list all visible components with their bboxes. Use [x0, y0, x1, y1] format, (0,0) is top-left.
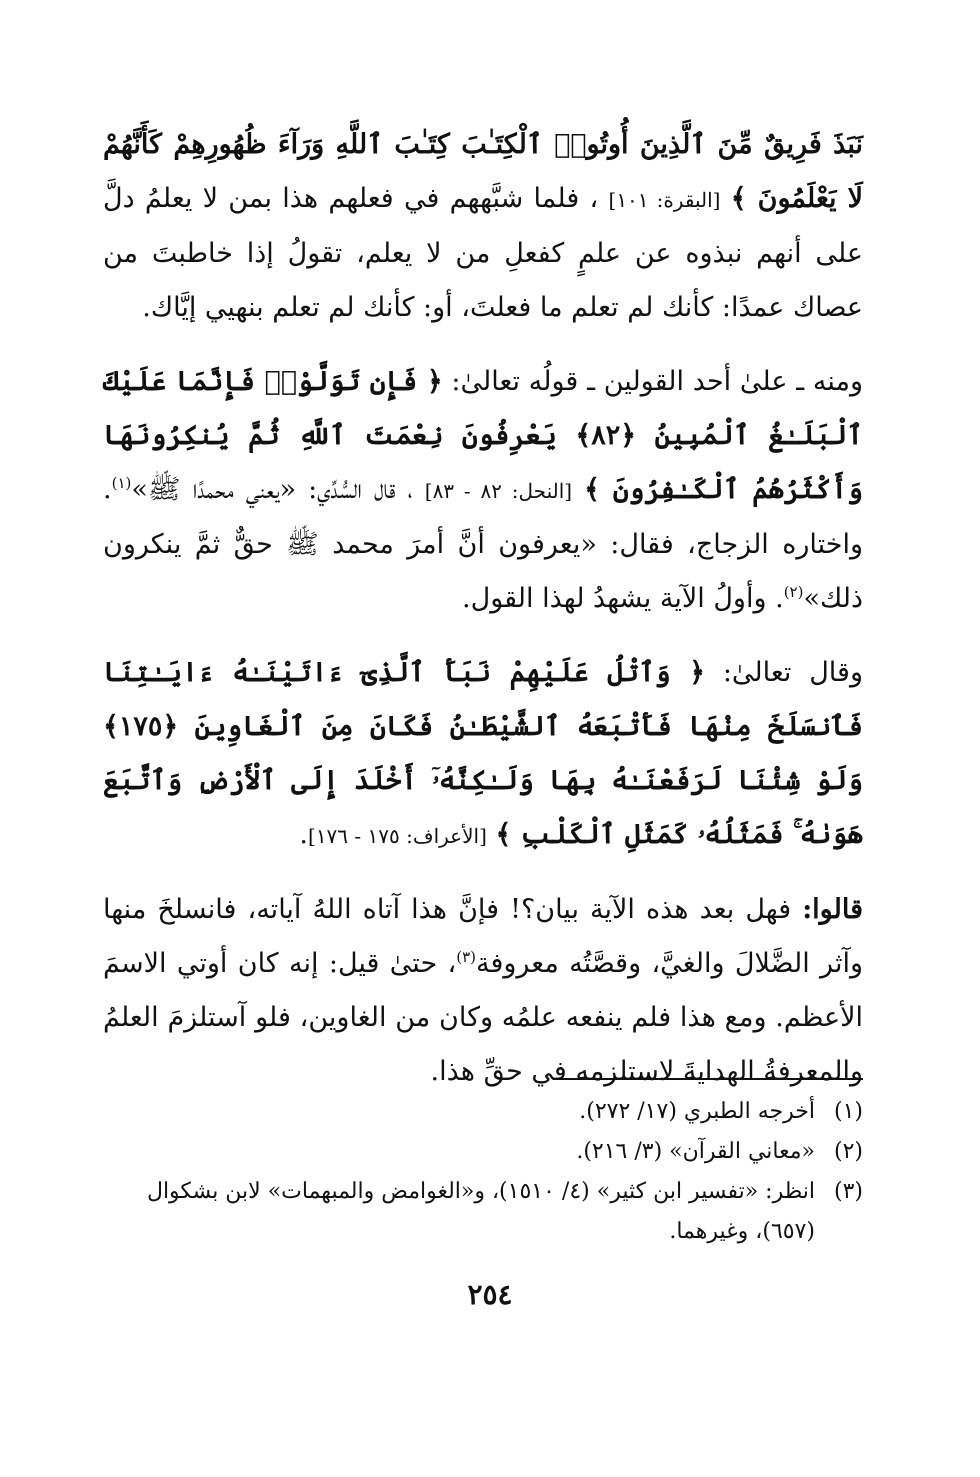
footnote-number: (٢): [833, 1139, 863, 1164]
paragraph-text: ، فلما شبَّههم في فعلهم هذا بمن لا يعلمُ دلَّ على أنهم نبذوه عن علمٍ كفعلِ من لا يعلم، تقولُ إذا خاطبتَ من عصاك عمدًا: كأنك لم تعلم ما فعلتَ، أو: كأنك لم تعلم بنهيي إيَّاك.: [103, 183, 863, 323]
paragraph-3: [103, 646, 863, 863]
main-text: [103, 118, 863, 1099]
footnote-marker: (٣): [456, 948, 476, 966]
paragraph-text: فهل بعد هذه الآية بيان؟! فإنَّ هذا آتاه اللهُ آياته، فانسلخَ منها وآثر الضَّلالَ والغيَّ، وقصَّتُه معروفة: [103, 894, 863, 979]
footnote-text: انظر: «تفسير ابن كثير» (٤/ ١٥١٠)، و«الغوامض والمبهمات» لابن بشكوال (٦٥٧)، وغيرهما.: [146, 1179, 815, 1244]
paragraph-text: وقال تعالىٰ:: [705, 657, 863, 688]
footnotes: [103, 1092, 863, 1252]
paragraph-4: [103, 883, 863, 1099]
quran-verse-baqarah: نَبَذَ فَرِيقٌ مِّنَ ٱلَّذِينَ أُوتُوا۟ ٱلْكِتَـٰبَ كِتَـٰبَ ٱللَّهِ وَرَآءَ ظُهُورِهِمْ كَأَنَّهُمْ لَا يَعْلَمُونَ ﴾: [103, 129, 863, 214]
paragraph-lead: قالوا:: [802, 894, 863, 925]
page-number: ٢٥٤: [467, 1278, 513, 1311]
footnote-number: (٣): [833, 1179, 863, 1204]
footnote-item: [103, 1132, 863, 1172]
quran-verse-araf: ﴿ وَٱتْلُ عَلَيْهِمْ نَبَأَ ٱلَّذِىٓ ءَاتَيْنَـٰهُ ءَايَـٰتِنَا فَٱنسَلَخَ مِنْهَا فَأَتْبَعَهُ ٱلشَّيْطَـٰنُ فَكَانَ مِنَ ٱلْغَاوِينَ ﴿١٧٥﴾ وَلَوْ شِئْنَا لَرَفَعْنَـٰهُ بِهَا وَلَـٰكِنَّهُۥٓ أَخْلَدَ إِلَى ٱلْأَرْضِ وَٱتَّبَعَ هَوَىٰهُ ۚ فَمَثَلُهُۥ كَمَثَلِ ٱلْكَلْبِ ﴾: [103, 657, 863, 850]
footnote-number: (١): [833, 1099, 863, 1124]
footnote-marker: (٢): [783, 583, 804, 601]
footnote-item: [103, 1092, 863, 1132]
paragraph-text: . وأولُ الآية يشهدُ لهذا القول.: [462, 583, 784, 614]
paragraph-1: [103, 118, 863, 335]
footnote-item: [103, 1172, 863, 1252]
paragraph-2: [103, 355, 863, 626]
quran-verse-nahl: ﴿ فَإِن تَوَلَّوْا۟ فَإِنَّمَا عَلَيْكَ ٱلْبَلَـٰغُ ٱلْمُبِينُ ﴿٨٢﴾ يَعْرِفُونَ نِعْمَتَ ٱللَّهِ ثُمَّ يُنكِرُونَهَا وَأَكْثَرُهُمُ ٱلْكَـٰفِرُونَ ﴾: [103, 366, 864, 505]
paragraph-text: .: [299, 819, 308, 850]
footnote-text: «معاني القرآن» (٣/ ٢١٦).: [576, 1139, 815, 1164]
footnote-marker: (١): [111, 474, 132, 492]
verse-reference: [النحل: ٨٢ - ٨٣]: [424, 479, 573, 503]
verse-reference: [البقرة: ١٠١]: [608, 188, 721, 212]
paragraph-text: ومنه ـ علىٰ أحد القولين ـ قولُه تعالىٰ:: [442, 366, 863, 397]
footnote-text: أخرجه الطبري (١٧/ ٢٧٢).: [579, 1099, 815, 1124]
footnote-divider: [556, 1078, 863, 1080]
paragraph-text: ، حتىٰ قيل: إنه كان أوتي الاسمَ الأعظم. ومع هذا فلم ينفعه علمُه وكان من الغاوين، فلو آستلزمَ العلمُ والمعرفةُ الهدايةَ لاستلزمه في حقِّ هذا.: [103, 948, 863, 1087]
paragraph-text: ، قال السُّدِّي: «يعني محمدًا ﷺ»: [131, 474, 413, 505]
paragraph-text: . واختاره الزجاج، فقال: «يعرفون أنَّ أمرَ محمد ﷺ حقٌّ ثمَّ ينكرون ذلك»: [103, 474, 863, 614]
verse-reference: [الأعراف: ١٧٥ - ١٧٦]: [308, 824, 487, 848]
